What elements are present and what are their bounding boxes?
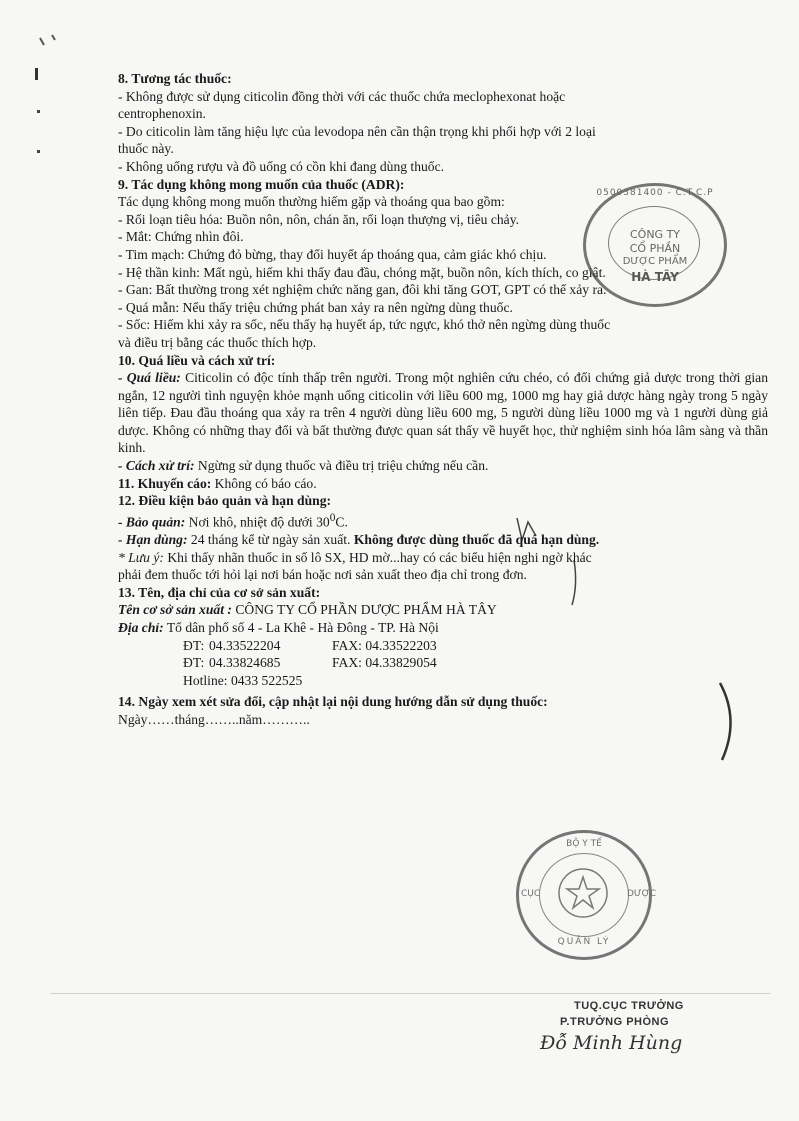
section-13-title: 13. Tên, địa chỉ của cơ sở sản xuất:	[118, 584, 321, 600]
treatment-line	[118, 457, 768, 475]
phone-number: 04.33824685	[209, 655, 281, 671]
revision-date: Ngày……tháng……..năm………..	[118, 711, 310, 727]
note-label: * Lưu ý:	[118, 549, 164, 565]
company-stamp-line: HÀ TÂY	[631, 270, 679, 284]
expiry-text: 24 tháng kể từ ngày sản xuất.	[187, 531, 354, 547]
address-line	[118, 619, 768, 637]
adr-item: - Quá mẫn: Nếu thấy triệu chứng phát ban xảy ra nên ngừng dùng thuốc.	[118, 299, 513, 315]
adr-item: - Gan: Bất thường trong xét nghiệm chức năng gan, đôi khi tăng GOT, GPT có thể xảy ra.	[118, 282, 607, 298]
section-8-line: centrophenoxin.	[118, 106, 206, 122]
ministry-stamp-right: DƯỢC	[627, 889, 657, 899]
signature-title-1: TUQ.CỤC TRƯỞNG	[574, 1000, 684, 1012]
divider	[50, 993, 770, 994]
note-line	[118, 549, 768, 567]
phone-number: 04.33522204	[209, 637, 281, 653]
section-11	[118, 475, 768, 493]
company-stamp-line: DƯỢC PHẨM	[622, 256, 688, 267]
scan-speck	[37, 150, 40, 153]
adr-item: - Mắt: Chứng nhìn đôi.	[118, 229, 244, 245]
section-8-line: - Không được sử dụng citicolin đồng thời với các thuốc chứa meclophexonat hoặc	[118, 88, 566, 104]
scan-speck	[37, 110, 40, 113]
scan-speck	[40, 35, 55, 45]
expiry-label: - Hạn dùng:	[118, 531, 188, 547]
document-body	[118, 70, 768, 729]
section-8-line: - Do citicolin làm tăng hiệu lực của levodopa nên cần thận trọng khi phối hợp với 2 loại	[118, 123, 596, 139]
storage-label: - Bảo quản:	[118, 514, 186, 530]
overdose-paragraph	[118, 369, 768, 457]
phone-label: ĐT:	[183, 637, 205, 653]
section-9-intro: Tác dụng không mong muốn thường hiếm gặp và thoáng qua bao gồm:	[118, 194, 505, 210]
adr-item: - Hệ thần kinh: Mất ngủ, hiếm khi thấy đau đầu, chóng mặt, buồn nôn, kích thích, co giật.	[118, 264, 606, 280]
section-8-line: thuốc này.	[118, 141, 174, 157]
adr-item: và điều trị bằng các thuốc thích hợp.	[118, 334, 317, 350]
company-stamp-line: CỔ PHẦN	[629, 242, 681, 255]
phone-label: ĐT:	[183, 655, 205, 671]
expiry-warning: Không được dùng thuốc đã quá hạn dùng.	[353, 531, 600, 547]
hotline-line: Hotline: 0433 522525	[183, 672, 303, 688]
storage-unit: C.	[335, 514, 348, 530]
adr-item: - Rối loạn tiêu hóa: Buồn nôn, nôn, chán ăn, rối loạn thượng vị, tiêu chảy.	[118, 211, 520, 227]
storage-text: Nơi khô, nhiệt độ dưới 30	[185, 514, 330, 530]
fax-number: FAX: 04.33522203	[332, 637, 437, 653]
address-label: Địa chỉ:	[118, 619, 164, 635]
section-11-text: Không có báo cáo.	[211, 475, 317, 491]
fax-number: FAX: 04.33829054	[332, 655, 437, 671]
company-stamp	[583, 183, 727, 307]
section-8-line: - Không uống rượu và đồ uống có cồn khi đang dùng thuốc.	[118, 158, 445, 174]
section-10-title: 10. Quá liều và cách xử trí:	[118, 352, 276, 368]
treatment-text: Ngừng sử dụng thuốc và điều trị triệu chứng nếu cần.	[194, 458, 489, 474]
scan-speck	[35, 68, 38, 80]
address-text: Tổ dân phố số 4 - La Khê - Hà Đông - TP. Hà Nội	[163, 619, 439, 635]
manufacturer-name: CÔNG TY CỔ PHẦN DƯỢC PHẨM HÀ TÂY	[231, 602, 497, 618]
signature-name: Đỗ Minh Hùng	[540, 1032, 683, 1054]
company-stamp-line: CÔNG TY	[629, 228, 681, 241]
signature-title-2: P.TRƯỞNG PHÒNG	[560, 1016, 670, 1028]
ministry-stamp-left: CỤC	[521, 889, 541, 899]
phone-line	[118, 654, 768, 672]
ministry-stamp	[516, 830, 657, 960]
manufacturer-name-label: Tên cơ sở sản xuất :	[118, 602, 232, 618]
overdose-text: Citicolin có độc tính thấp trên người. Trong một nghiên cứu chéo, có đối chứng giả dược trong thời gian ngắn, 12 người tình nguyện khỏe mạnh uống citicolin với liều 600 mg, 1000 mg hay giả dược hàng ngày trong 5 ngày liên tiếp. Đau đầu thoáng qua xảy ra trên 4 người dùng liều 600 mg, 5 người dùng liều 1000 mg và 1 người dùng giả dược. Không có những thay đổi và bất thường được quan sát thấy về huyết học, thử nghiệm sinh hóa lâm sàng và thần kinh.	[118, 370, 769, 456]
section-8-title: 8. Tương tác thuốc:	[118, 71, 232, 86]
company-stamp-ring-text: 0500381400 - C.T.C.P	[596, 188, 714, 198]
national-emblem-icon	[555, 865, 611, 921]
treatment-label: - Cách xử trí:	[118, 458, 195, 474]
manufacturer-name-line	[118, 601, 768, 619]
section-14-title: 14. Ngày xem xét sửa đổi, cập nhật lại nội dung hướng dẫn sử dụng thuốc:	[118, 694, 548, 710]
section-9-title: 9. Tác dụng không mong muốn của thuốc (ADR):	[118, 176, 405, 192]
section-11-title: 11. Khuyến cáo:	[118, 475, 212, 491]
adr-item: - Sốc: Hiếm khi xảy ra sốc, nếu thấy hạ huyết áp, tức ngực, khó thở nên ngừng dùng thuốc	[118, 317, 611, 333]
degree-sup: 0	[329, 511, 336, 524]
expiry-line	[118, 531, 768, 549]
ministry-stamp-bottom: QUẢN LÝ	[557, 937, 611, 947]
adr-item: - Tim mạch: Chứng đỏ bừng, thay đổi huyết áp thoáng qua, cảm giác khó chịu.	[118, 246, 547, 262]
note-line: phải đem thuốc tới hỏi lại nơi bán hoặc nơi sản xuất theo địa chỉ trong đơn.	[118, 567, 527, 583]
phone-line	[118, 637, 768, 655]
note-text: Khi thấy nhãn thuốc in số lô SX, HD mờ...hay có các biểu hiện nghi ngờ khác	[163, 549, 592, 565]
section-12-title: 12. Điều kiện bảo quản và hạn dùng:	[118, 493, 332, 509]
storage-line	[118, 510, 768, 531]
ministry-stamp-top: BỘ Y TẾ	[566, 839, 602, 849]
overdose-label: - Quá liều:	[118, 370, 181, 386]
